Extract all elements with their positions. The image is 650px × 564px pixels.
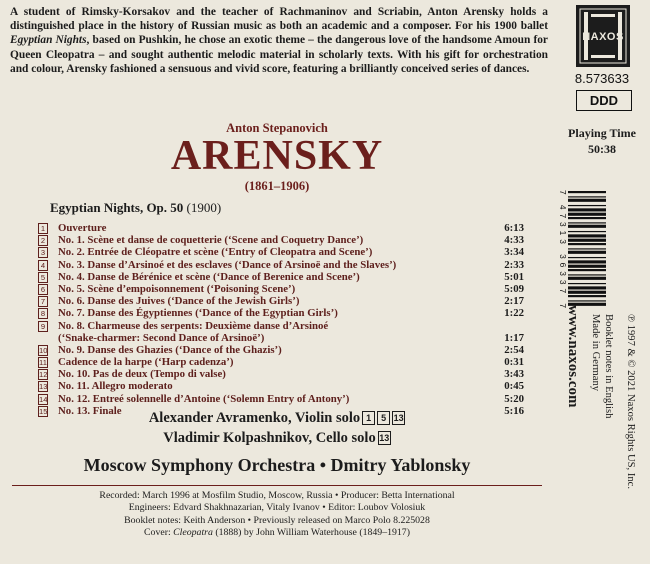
track-duration: 3:43 (504, 368, 524, 381)
credits-line-2: Engineers: Edvard Shakhnazarian, Vitaly Ivanov • Editor: Loubov Volosiuk (128, 502, 426, 514)
track-title-text: Ouverture (58, 222, 107, 234)
track-duration: 3:34 (504, 246, 524, 259)
barcode-bar (568, 269, 606, 271)
barcode-bar (568, 248, 606, 249)
intro-part-2: , based on Pushkin, he chose an exotic theme – the dangerous love of the handsome Amoun for Queen Cleopatra – and sought authentic melodic material in scholarly texts. With his gift for orchestration and colour, Arensky fashioned a sensuous and vivid score, featuring a brilliantly conceived series of dances. (10, 34, 548, 75)
playing-time-label: Playing Time (568, 126, 636, 140)
barcode-bar (568, 231, 606, 232)
composer-surname: ARENSKY (170, 133, 384, 179)
barcode-bar (568, 213, 606, 216)
barcode-bar (568, 300, 606, 301)
track-title-text: No. 7. Danse des Égyptiennes (‘Dance of the Egyptian Girls’) (58, 307, 338, 320)
barcode-digits-text: 7 47313 36337 7 (558, 190, 568, 308)
track-row (38, 344, 524, 356)
barcode-digits (558, 190, 568, 310)
track-row (38, 393, 524, 405)
barcode-bar (568, 225, 606, 228)
violin-soloist (0, 410, 554, 427)
track-row (38, 295, 524, 307)
track-row (38, 368, 524, 380)
credits-cover-title: Cleopatra (173, 527, 213, 539)
track-number: 8 (38, 308, 48, 319)
barcode (568, 190, 606, 310)
track-title (58, 320, 468, 344)
track-row (38, 283, 524, 295)
barcode-bar (568, 260, 606, 263)
intro-part-1: A student of Rimsky-Korsakov and the teacher of Rachmaninov and Scriabin, Anton Arensky holds a distinguished place in the history of Russian music as both an academic and a composer. For his 1900 ballet (10, 6, 548, 33)
barcode-bar (568, 295, 606, 297)
booklet-notes-language: Booklet notes in English (603, 314, 614, 419)
track-title-text: No. 4. Danse de Bérénice et scène (‘Dance of Berenice and Scene’) (58, 270, 360, 283)
track-row (38, 246, 524, 258)
track-number: 1 (38, 223, 48, 234)
orchestra-conductor: Moscow Symphony Orchestra • Dmitry Yablonsky (83, 455, 471, 475)
track-title-text: No. 5. Scène d’empoisonnement (‘Poisoning Scene’) (58, 282, 296, 295)
track-title (58, 344, 468, 356)
track-number: 10 (39, 345, 48, 355)
divider (12, 485, 542, 486)
track-duration: 4:33 (504, 234, 524, 247)
track-number: 14 (39, 394, 48, 404)
track-title-text: No. 13. Finale (58, 404, 122, 417)
track-row (38, 356, 524, 368)
track-row (38, 307, 524, 319)
track-title (58, 271, 468, 283)
work-title-text: Egyptian Nights, Op. 50 (50, 200, 184, 215)
barcode-bar (568, 283, 606, 284)
barcode-bar (568, 257, 606, 258)
track-title-text: No. 8. Charmeuse des serpents: Deuxième danse d’Arsinoé (58, 319, 329, 332)
track-number: 7 (38, 296, 48, 307)
booklet-info (589, 314, 614, 418)
barcode-bar (568, 265, 606, 268)
playing-time-value: 50:38 (588, 142, 616, 156)
barcode-bar (568, 243, 606, 245)
track-title-text: No. 6. Danse des Juives (‘Dance of the Jewish Girls’) (58, 295, 300, 308)
track-number: 15 (39, 406, 48, 416)
track-title (58, 393, 468, 405)
track-number: 5 (38, 272, 48, 283)
track-number: 3 (38, 247, 48, 258)
composer-dates: (1861–1906) (244, 179, 310, 193)
track-number: 6 (38, 284, 48, 295)
track-duration: 2:33 (504, 258, 524, 271)
track-row (38, 320, 524, 344)
track-duration: 5:16 (504, 404, 524, 417)
track-row (38, 271, 524, 283)
barcode-bar (568, 199, 606, 202)
track-title-text: No. 9. Danse des Ghazies (‘Dance of the Ghazis’) (58, 343, 282, 356)
intro-text (10, 5, 548, 76)
credits-line-3: Booklet notes: Keith Anderson • Previously released on Marco Polo 8.225028 (124, 514, 430, 526)
website-url: www.naxos.com (565, 305, 581, 408)
track-title-text: No. 10. Pas de deux (Tempo di valse) (58, 368, 226, 381)
barcode-bar (568, 251, 606, 254)
barcode-bar (568, 217, 606, 219)
track-list (38, 222, 524, 417)
track-duration: 0:45 (504, 380, 524, 393)
track-row (38, 380, 524, 392)
track-duration: 1:22 (504, 307, 524, 320)
track-title-text: No. 3. Danse d’Arsinoé et des esclaves (‘Dance of Arsinoë and the Slaves’) (58, 258, 397, 271)
credits (0, 490, 554, 540)
track-duration: 2:54 (504, 343, 524, 356)
track-ref-box: 13 (379, 433, 390, 443)
track-title (58, 380, 468, 392)
barcode-bar (568, 234, 606, 237)
track-title (58, 368, 468, 380)
work-year: (1900) (186, 200, 222, 215)
track-duration: 2:17 (504, 295, 524, 308)
track-ref-box: 1 (362, 411, 375, 425)
track-number: 2 (38, 235, 48, 246)
track-title (58, 307, 468, 319)
naxos-logo (576, 5, 630, 67)
credits-cover-prefix: Cover: (144, 527, 174, 539)
track-duration: 5:01 (504, 270, 524, 283)
track-title-text: No. 12. Entreé solennelle d’Antoine (‘Solemn Entry of Antony’) (58, 392, 350, 405)
track-duration: 1:17 (504, 331, 524, 344)
track-title-text: No. 11. Allegro moderato (58, 380, 173, 393)
ddd-badge: DDD (576, 90, 632, 111)
cello-soloist-text: Vladimir Kolpashnikov, Cello solo (163, 430, 376, 446)
track-number: 13 (39, 382, 48, 392)
track-number: 11 (39, 358, 47, 368)
track-ref-box: 5 (377, 411, 390, 425)
svg-text:NAXOS: NAXOS (582, 31, 624, 43)
track-title-text: No. 1. Scène et danse de coquetterie (‘Scene and Coquetry Dance’) (58, 234, 364, 247)
made-in: Made in Germany (590, 314, 602, 392)
track-duration: 5:09 (504, 282, 524, 295)
track-duration: 5:20 (504, 392, 524, 405)
track-row (38, 222, 524, 234)
cello-soloist (0, 430, 554, 447)
track-number: 9 (38, 321, 48, 332)
track-title (58, 283, 468, 295)
track-row (38, 234, 524, 246)
barcode-bar (568, 239, 606, 242)
track-title (58, 222, 468, 234)
composer-first-names: Anton Stepanovich (226, 121, 328, 135)
credits-line-1: Recorded: March 1996 at Mosfilm Studio, Moscow, Russia • Producer: Betta International (99, 490, 455, 501)
track-row (38, 259, 524, 271)
track-title (58, 246, 468, 258)
violin-soloist-text: Alexander Avramenko, Violin solo (148, 410, 361, 426)
track-title-line2: (‘Snake-charmer: Second Dance of Arsinoë’) (58, 331, 265, 344)
catalog-number: 8.573633 (574, 71, 630, 86)
track-title (58, 234, 468, 246)
work-title (50, 200, 221, 216)
barcode-bar (568, 274, 606, 275)
barcode-bar (568, 277, 606, 280)
track-title (58, 295, 468, 307)
track-number: 12 (39, 370, 48, 380)
track-number: 4 (38, 260, 48, 271)
barcode-bar (568, 205, 606, 206)
intro-ballet-title: Egyptian Nights (10, 34, 87, 47)
copyright: ℗ 1997 & © 2021 Naxos Rights US, Inc. (625, 314, 636, 490)
track-title (58, 356, 468, 368)
credits-cover-suffix: (1888) by John William Waterhouse (1849–1917) (212, 527, 410, 539)
barcode-bar (568, 191, 606, 193)
track-ref-box: 13 (393, 413, 404, 423)
track-duration: 0:31 (504, 356, 524, 369)
barcode-bar (568, 208, 606, 211)
barcode-bar (568, 222, 606, 223)
track-title-text: Cadence de la harpe (‘Harp cadenza’) (58, 356, 234, 369)
barcode-bar (568, 286, 606, 289)
track-title (58, 259, 468, 271)
barcode-bar (568, 291, 606, 294)
track-duration: 6:13 (504, 221, 524, 234)
barcode-bar (568, 196, 606, 197)
credits-line-4 (0, 527, 554, 539)
track-title-text: No. 2. Entrée de Cléopatre et scène (‘Entry of Cleopatra and Scene’) (58, 246, 373, 259)
